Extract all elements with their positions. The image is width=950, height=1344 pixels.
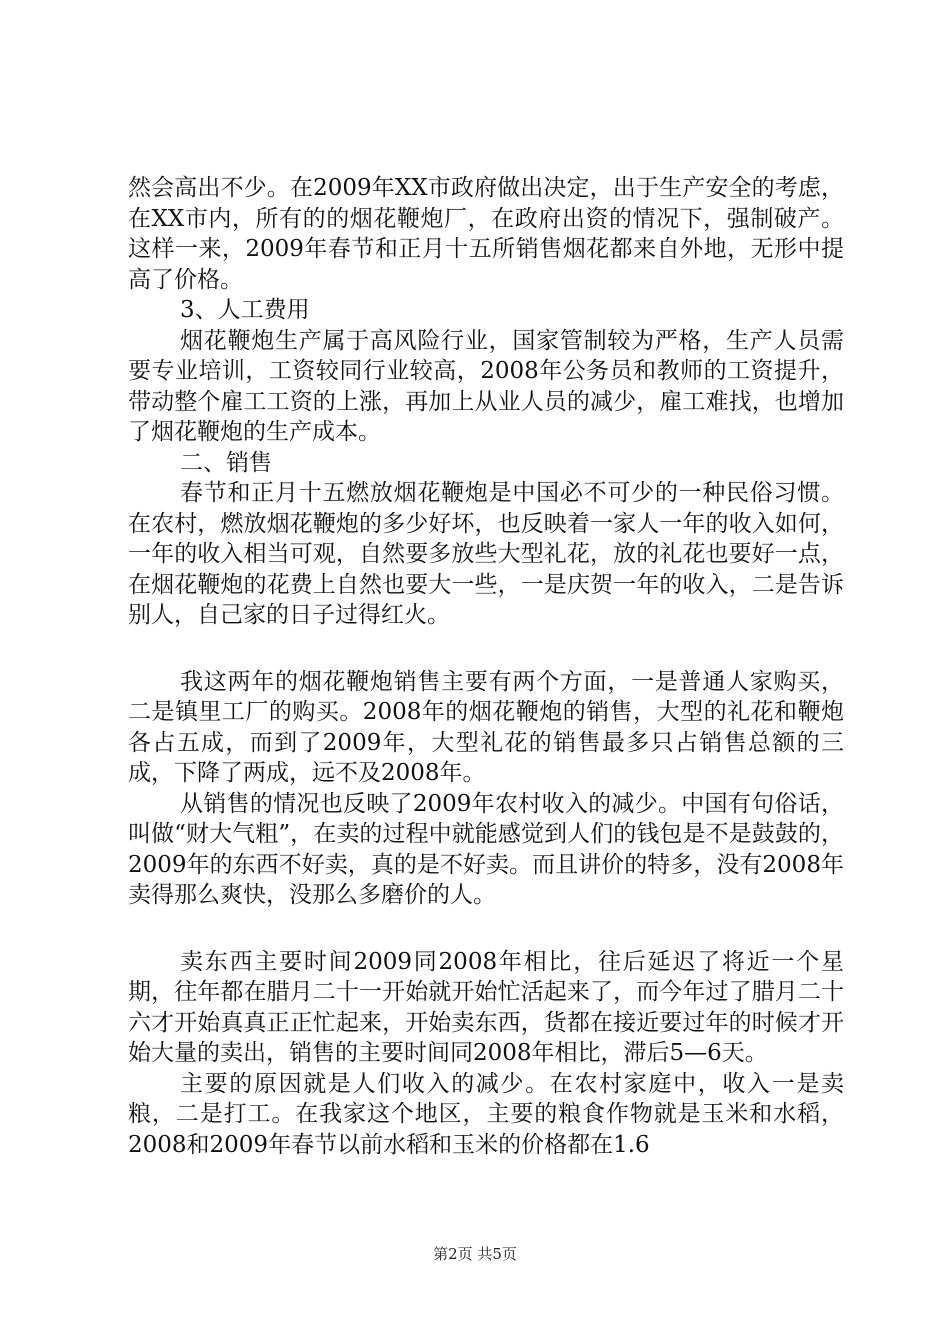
paragraph-sales-timing: 卖东西主要时间2009同2008年相比，往后延迟了将近一个星期，往年都在腊月二十一开始就开始忙活起来了，而今年过了腊月二十六才开始真真正正忙起来，开始卖东西，货都在接近要过年的时候才开始大量的卖出，销售的主要时间同2008年相比，滞后5—6天。 xyxy=(128,948,844,1066)
paragraph-main-reason: 主要的原因就是人们收入的减少。在农村家庭中，收入一是卖粮，二是打工。在我家这个地区，主要的粮食作物就是玉米和水稻，2008和2009年春节以前水稻和玉米的价格都在1.6 xyxy=(128,1070,844,1158)
section-heading-sales: 二、销售 xyxy=(180,449,272,476)
paragraph-cost-increase: 然会高出不少。在2009年XX市政府做出决定，出于生产安全的考虑，在XX市内，所有的的烟花鞭炮厂，在政府出资的情况下，强制破产。这样一来，2009年春节和正月十五所销售烟花都来自外地，无形中提高了价格。 xyxy=(128,175,844,293)
section-heading-labor-cost: 3、人工费用 xyxy=(180,297,310,323)
document-body xyxy=(128,173,844,1160)
paragraph-folk-custom: 春节和正月十五燃放烟花鞭炮是中国必不可少的一种民俗习惯。在农村，燃放烟花鞭炮的多少好坏，也反映着一家人一年的收入如何，一年的收入相当可观，自然要多放些大型礼花，放的礼花也要好一点，在烟花鞭炮的花费上自然也要大一些，一是庆贺一年的收入，二是告诉别人，自己家的日子过得红火。 xyxy=(128,480,844,628)
paragraph-income-decline: 从销售的情况也反映了2009年农村收入的减少。中国有句俗话，叫做“财大气粗”，在卖的过程中就能感觉到人们的钱包是不是鼓鼓的，2009年的东西不好卖，真的是不好卖。而且讲价的特多，没有2008年卖得那么爽快，没那么多磨价的人。 xyxy=(128,790,844,908)
paragraph-labor-cost: 烟花鞭炮生产属于高风险行业，国家管制较为严格，生产人员需要专业培训，工资较同行业较高，2008年公务员和教师的工资提升，带动整个雇工工资的上涨，再加上从业人员的减少，雇工难找，也增加了烟花鞭炮的生产成本。 xyxy=(128,327,844,445)
page-number-footer: 第2页 共5页 xyxy=(433,1245,517,1263)
paragraph-sales-channels: 我这两年的烟花鞭炮销售主要有两个方面，一是普通人家购买，二是镇里工厂的购买。2008年的烟花鞭炮的销售，大型的礼花和鞭炮各占五成，而到了2009年，大型礼花的销售最多只占销售总额的三成，下降了两成，远不及2008年。 xyxy=(128,668,844,786)
